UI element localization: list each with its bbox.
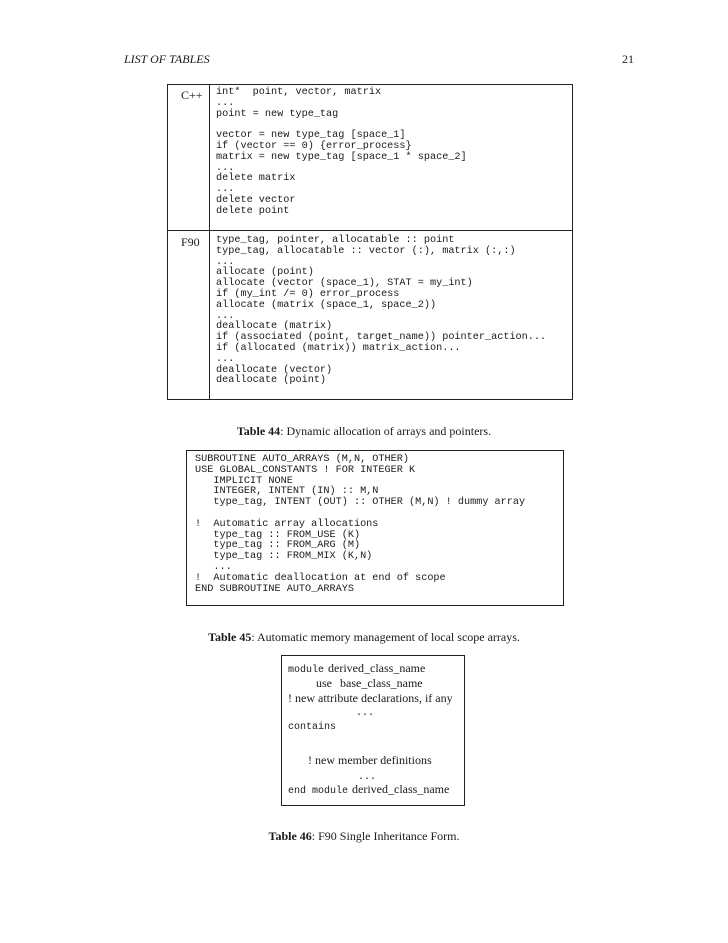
page-number: 21: [622, 52, 634, 66]
table-45: [186, 450, 564, 606]
contains-keyword: contains: [288, 722, 337, 733]
running-header-title: LIST OF TABLES: [124, 52, 210, 66]
member-comment: ! new member definitions: [308, 753, 432, 767]
base-class-name: base_class_name: [340, 676, 423, 690]
end-module-keyword: end module: [288, 786, 349, 797]
table-44-caption: [0, 424, 728, 439]
table-44: [167, 84, 573, 400]
end-module-line: [288, 780, 449, 798]
table-45-caption: [0, 630, 728, 645]
table-46-caption: [0, 829, 728, 844]
caption-text: : F90 Single Inheritance Form.: [311, 829, 460, 843]
row-divider: [168, 230, 572, 231]
use-keyword: use: [316, 676, 332, 690]
module-keyword: module: [288, 665, 325, 676]
ellipsis: ...: [358, 772, 377, 783]
derived-class-name: derived_class_name: [328, 661, 426, 675]
language-label-f90: F90: [181, 235, 200, 249]
contains-line: [288, 716, 336, 734]
table-46: [281, 655, 465, 806]
caption-label: Table 45: [208, 630, 252, 644]
f90-code-block: type_tag, pointer, allocatable :: point type_tag, allocatable :: vector (:), matrix (:,:) ... allocate (point) allocate (vector (space_1), STAT = my_int) if (my_int /= 0) error_process allocate (matrix (space_1, space_2)) ... deallocate (matrix) if (associated (point, target_name)) pointer_action... if (allocated (matrix)) matrix_action... ... deallocate (vector) deallocate (point): [216, 235, 547, 387]
attribute-comment: ! new attribute declarations, if any: [288, 691, 453, 705]
ellipsis: ...: [356, 708, 375, 719]
caption-label: Table 46: [268, 829, 312, 843]
column-divider: [209, 85, 210, 399]
language-label-cpp: C++: [181, 88, 203, 102]
derived-class-name: derived_class_name: [352, 782, 450, 796]
subroutine-code-block: SUBROUTINE AUTO_ARRAYS (M,N, OTHER) USE GLOBAL_CONSTANTS ! FOR INTEGER K IMPLICIT NONE INTEGER, INTENT (IN) :: M,N type_tag, INTENT (OUT) :: OTHER (M,N) ! dummy array ! Automatic array allocations type_tag :: FROM_USE (K) type_tag :: FROM_ARG (M) type_tag :: FROM_MIX (K,N) ... ! Automatic deallocation at end of scope END SUBROUTINE AUTO_ARRAYS: [195, 454, 526, 595]
caption-label: Table 44: [236, 424, 281, 438]
ellipsis-line: [356, 702, 374, 720]
caption-text: : Dynamic allocation of arrays and pointers.: [280, 424, 492, 438]
caption-text: : Automatic memory management of local scope arrays.: [251, 630, 520, 644]
cpp-code-block: int* point, vector, matrix ... point = new type_tag vector = new type_tag [space_1] if (vector == 0) {error_process} matrix = new type_tag [space_1 * space_2] ... delete matrix ... delete vector delete point: [216, 87, 467, 217]
